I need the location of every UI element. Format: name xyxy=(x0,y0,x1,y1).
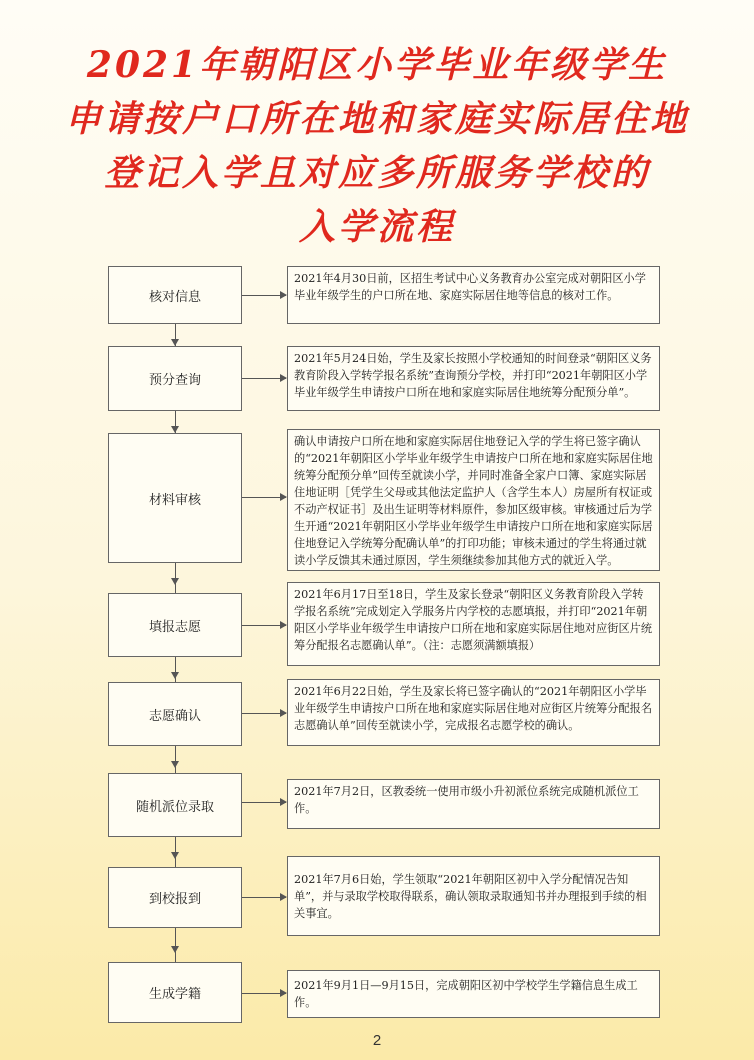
down-arrow xyxy=(171,578,179,585)
step-arrow xyxy=(242,713,286,714)
step-label-box-verify-info xyxy=(108,266,242,324)
step-description-box xyxy=(287,266,660,324)
step-description-box xyxy=(287,779,660,829)
document-title xyxy=(20,38,734,254)
step-description: 2021年9月1日—9月15日，完成朝阳区初中学校学生学籍信息生成工作。 xyxy=(294,979,638,1009)
down-arrow xyxy=(171,761,179,768)
step-label-box-report-to-school xyxy=(108,867,242,928)
step-arrow xyxy=(242,295,286,296)
step-description-box xyxy=(287,346,660,411)
step-label: 随机派位录取 xyxy=(135,799,214,815)
step-description: 2021年7月6日始，学生领取“2021年朝阳区初中入学分配情况告知单”，并与录取学校取得联系，确认领取录取通知书并办理报到手续的相关事宜。 xyxy=(294,873,647,920)
step-description: 确认申请按户口所在地和家庭实际居住地登记入学的学生将已签字确认的“2021年朝阳区小学毕业年级学生申请按户口所在地和家庭实际居住地统筹分配预分单”回传至就读小学，并同时准备全家户口簿、家庭实际居住地证明［凭学生父母或其他法定监护人（含学生本人）房屋所有权证或不动产权证书］及出生证明等材料原件，参加区级审核。审核通过后为学生开通“2021年朝阳区小学毕业年级学生申请按户口所在地和家庭实际居住地登记入学统筹分配确认单”的打印功能；审核未通过的学生将通过就读小学反馈其未通过原因，学生须继续参加其他方式的就近入学。 xyxy=(294,435,653,567)
down-arrow xyxy=(171,852,179,859)
step-label: 核对信息 xyxy=(148,289,201,305)
step-description-box xyxy=(287,856,660,936)
step-label-box-pre-assign-query xyxy=(108,346,242,411)
title-line-3: 登记入学且对应多所服务学校的 xyxy=(103,152,650,194)
step-arrow xyxy=(242,802,286,803)
step-arrow xyxy=(242,897,286,898)
step-description: 2021年6月17日至18日，学生及家长登录“朝阳区义务教育阶段入学转学报名系统”完成划定入学服务片内学校的志愿填报，并打印“2021年朝阳区小学毕业年级学生申请按户口所在地和家庭实际居住地对应街区片统筹分配报名志愿确认单”。（注：志愿须满额填报） xyxy=(294,588,653,652)
down-arrow xyxy=(171,426,179,433)
step-description-box xyxy=(287,679,660,746)
step-description: 2021年7月2日，区教委统一使用市级小升初派位系统完成随机派位工作。 xyxy=(294,785,639,815)
step-label: 到校报到 xyxy=(148,892,201,907)
step-description-box xyxy=(287,970,660,1018)
step-label-box-confirm-preferences xyxy=(108,682,242,746)
down-arrow xyxy=(171,672,179,679)
step-label-box-random-assignment xyxy=(108,773,242,837)
page-number: 2 xyxy=(372,1032,382,1049)
step-label: 生成学籍 xyxy=(148,987,201,1002)
step-label-box-material-review xyxy=(108,433,242,563)
step-arrow xyxy=(242,625,286,626)
step-label-box-fill-preferences xyxy=(108,593,242,657)
step-description-box xyxy=(287,429,660,571)
step-label-box-generate-student-record xyxy=(108,962,242,1023)
step-arrow xyxy=(242,993,286,994)
down-arrow xyxy=(171,946,179,953)
step-label: 预分查询 xyxy=(148,373,201,388)
step-label: 填报志愿 xyxy=(148,619,201,635)
step-label: 材料审核 xyxy=(148,492,201,508)
title-line-2: 申请按户口所在地和家庭实际居住地 xyxy=(64,98,689,140)
step-description: 2021年5月24日始，学生及家长按照小学校通知的时间登录“朝阳区义务教育阶段入学转学报名系统”查询预分学校，并打印“2021年朝阳区小学毕业年级学生申请按户口所在地和家庭实际居住地统筹分配预分单”。 xyxy=(294,352,652,399)
step-description: 2021年4月30日前，区招生考试中心义务教育办公室完成对朝阳区小学毕业年级学生的户口所在地、家庭实际居住地等信息的核对工作。 xyxy=(294,272,646,302)
step-label: 志愿确认 xyxy=(148,708,201,724)
step-arrow xyxy=(242,378,286,379)
step-description: 2021年6月22日始，学生及家长将已签字确认的“2021年朝阳区小学毕业年级学生申请按户口所在地和家庭实际居住地对应街区片统筹分配报名志愿确认单”回传至就读小学，完成报名志愿学校的确认。 xyxy=(294,685,653,732)
down-arrow xyxy=(171,339,179,346)
step-arrow xyxy=(242,497,286,498)
title-line-1: 2021年朝阳区小学毕业年级学生 xyxy=(86,44,668,86)
title-line-4: 入学流程 xyxy=(298,206,455,248)
step-description-box xyxy=(287,582,660,666)
